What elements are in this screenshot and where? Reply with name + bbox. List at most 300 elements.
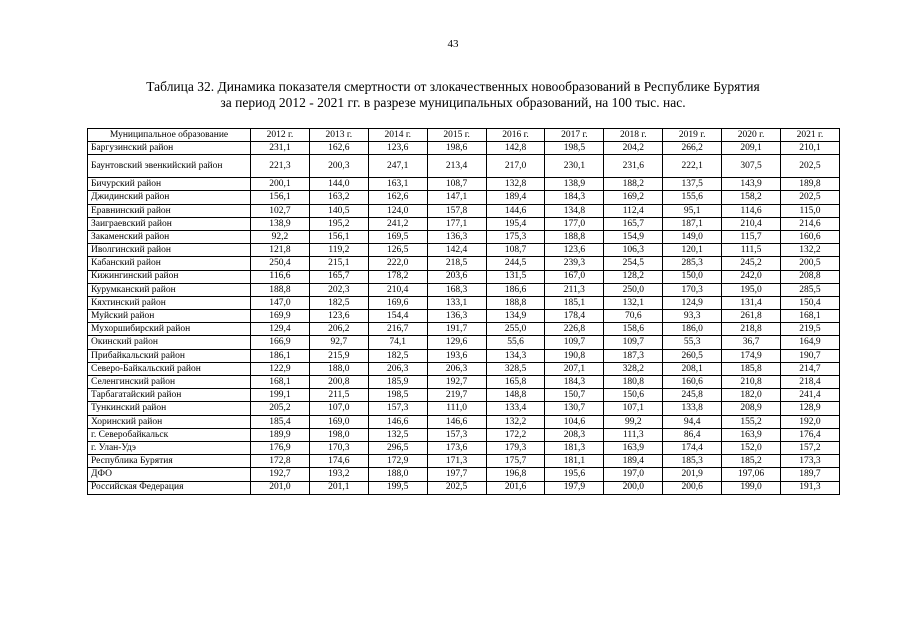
value-cell: 205,2 xyxy=(251,402,310,415)
value-cell: 70,6 xyxy=(604,310,663,323)
table-row xyxy=(88,270,840,283)
value-cell: 160,6 xyxy=(781,230,840,243)
value-cell: 226,8 xyxy=(545,323,604,336)
table-row xyxy=(88,155,840,178)
value-cell: 200,5 xyxy=(781,257,840,270)
municipality-name-cell: Муйский район xyxy=(88,310,251,323)
table-row xyxy=(88,283,840,296)
value-cell: 189,7 xyxy=(781,468,840,481)
value-cell: 150,0 xyxy=(663,270,722,283)
value-cell: 138,9 xyxy=(251,217,310,230)
value-cell: 170,3 xyxy=(663,283,722,296)
value-cell: 185,4 xyxy=(251,415,310,428)
value-cell: 213,4 xyxy=(427,155,486,178)
value-cell: 102,7 xyxy=(251,204,310,217)
value-cell: 307,5 xyxy=(722,155,781,178)
value-cell: 200,0 xyxy=(604,481,663,494)
table-row xyxy=(88,323,840,336)
value-cell: 181,3 xyxy=(545,441,604,454)
value-cell: 155,2 xyxy=(722,415,781,428)
value-cell: 128,9 xyxy=(781,402,840,415)
value-cell: 200,6 xyxy=(663,481,722,494)
value-cell: 185,2 xyxy=(722,455,781,468)
value-cell: 190,7 xyxy=(781,349,840,362)
value-cell: 188,0 xyxy=(309,362,368,375)
value-cell: 231,1 xyxy=(251,142,310,155)
value-cell: 296,5 xyxy=(368,441,427,454)
table-row xyxy=(88,257,840,270)
value-cell: 215,1 xyxy=(309,257,368,270)
value-cell: 174,9 xyxy=(722,349,781,362)
value-cell: 114,6 xyxy=(722,204,781,217)
value-cell: 92,7 xyxy=(309,336,368,349)
value-cell: 189,4 xyxy=(604,455,663,468)
value-cell: 149,0 xyxy=(663,230,722,243)
value-cell: 111,5 xyxy=(722,244,781,257)
column-header-year: 2021 г. xyxy=(781,129,840,142)
value-cell: 185,9 xyxy=(368,376,427,389)
value-cell: 107,0 xyxy=(309,402,368,415)
value-cell: 156,1 xyxy=(309,230,368,243)
value-cell: 144,6 xyxy=(486,204,545,217)
municipality-name-cell: Закаменский район xyxy=(88,230,251,243)
value-cell: 123,6 xyxy=(368,142,427,155)
municipality-name-cell: Республика Бурятия xyxy=(88,455,251,468)
municipality-name-cell: Баунтовский эвенкийский район xyxy=(88,155,251,178)
value-cell: 193,2 xyxy=(309,468,368,481)
municipality-name-cell: Прибайкальский район xyxy=(88,349,251,362)
value-cell: 176,9 xyxy=(251,441,310,454)
value-cell: 214,7 xyxy=(781,362,840,375)
value-cell: 169,0 xyxy=(309,415,368,428)
value-cell: 209,1 xyxy=(722,142,781,155)
value-cell: 199,0 xyxy=(722,481,781,494)
value-cell: 201,0 xyxy=(251,481,310,494)
value-cell: 36,7 xyxy=(722,336,781,349)
value-cell: 206,3 xyxy=(427,362,486,375)
value-cell: 163,2 xyxy=(309,191,368,204)
value-cell: 138,9 xyxy=(545,178,604,191)
value-cell: 119,2 xyxy=(309,244,368,257)
value-cell: 218,5 xyxy=(427,257,486,270)
column-header-municipality: Муниципальное образование xyxy=(88,129,251,142)
value-cell: 197,06 xyxy=(722,468,781,481)
value-cell: 124,9 xyxy=(663,296,722,309)
table-row xyxy=(88,230,840,243)
value-cell: 132,2 xyxy=(781,244,840,257)
value-cell: 146,6 xyxy=(427,415,486,428)
value-cell: 187,1 xyxy=(663,217,722,230)
table-row xyxy=(88,441,840,454)
value-cell: 162,6 xyxy=(368,191,427,204)
value-cell: 185,1 xyxy=(545,296,604,309)
value-cell: 137,5 xyxy=(663,178,722,191)
value-cell: 175,3 xyxy=(486,230,545,243)
value-cell: 247,1 xyxy=(368,155,427,178)
value-cell: 133,1 xyxy=(427,296,486,309)
value-cell: 157,8 xyxy=(427,204,486,217)
value-cell: 207,1 xyxy=(545,362,604,375)
table-row xyxy=(88,336,840,349)
value-cell: 156,1 xyxy=(251,191,310,204)
value-cell: 134,8 xyxy=(545,204,604,217)
value-cell: 126,5 xyxy=(368,244,427,257)
value-cell: 217,0 xyxy=(486,155,545,178)
value-cell: 188,2 xyxy=(604,178,663,191)
value-cell: 200,1 xyxy=(251,178,310,191)
value-cell: 94,4 xyxy=(663,415,722,428)
value-cell: 166,9 xyxy=(251,336,310,349)
value-cell: 154,9 xyxy=(604,230,663,243)
municipality-name-cell: Окинский район xyxy=(88,336,251,349)
municipality-name-cell: ДФО xyxy=(88,468,251,481)
value-cell: 199,5 xyxy=(368,481,427,494)
column-header-year: 2018 г. xyxy=(604,129,663,142)
value-cell: 208,8 xyxy=(781,270,840,283)
value-cell: 165,8 xyxy=(486,376,545,389)
table-row xyxy=(88,468,840,481)
value-cell: 147,0 xyxy=(251,296,310,309)
municipality-name-cell: Заиграевский район xyxy=(88,217,251,230)
value-cell: 187,3 xyxy=(604,349,663,362)
value-cell: 250,4 xyxy=(251,257,310,270)
municipality-name-cell: Баргузинский район xyxy=(88,142,251,155)
value-cell: 188,8 xyxy=(486,296,545,309)
value-cell: 140,5 xyxy=(309,204,368,217)
table-row xyxy=(88,191,840,204)
value-cell: 215,9 xyxy=(309,349,368,362)
value-cell: 255,0 xyxy=(486,323,545,336)
table-row xyxy=(88,402,840,415)
value-cell: 186,1 xyxy=(251,349,310,362)
value-cell: 169,5 xyxy=(368,230,427,243)
table-row xyxy=(88,415,840,428)
value-cell: 169,6 xyxy=(368,296,427,309)
value-cell: 74,1 xyxy=(368,336,427,349)
value-cell: 189,9 xyxy=(251,428,310,441)
value-cell: 163,9 xyxy=(604,441,663,454)
value-cell: 99,2 xyxy=(604,415,663,428)
value-cell: 177,0 xyxy=(545,217,604,230)
value-cell: 130,7 xyxy=(545,402,604,415)
value-cell: 136,3 xyxy=(427,310,486,323)
value-cell: 245,8 xyxy=(663,389,722,402)
table-row xyxy=(88,204,840,217)
value-cell: 195,0 xyxy=(722,283,781,296)
value-cell: 122,9 xyxy=(251,362,310,375)
value-cell: 120,1 xyxy=(663,244,722,257)
caption-line-2: за период 2012 - 2021 гг. в разрезе муниципальных образований, на 100 тыс. нас. xyxy=(220,95,686,110)
value-cell: 150,6 xyxy=(604,389,663,402)
value-cell: 219,5 xyxy=(781,323,840,336)
value-cell: 142,4 xyxy=(427,244,486,257)
value-cell: 106,3 xyxy=(604,244,663,257)
value-cell: 177,1 xyxy=(427,217,486,230)
value-cell: 182,5 xyxy=(368,349,427,362)
value-cell: 195,2 xyxy=(309,217,368,230)
value-cell: 157,3 xyxy=(368,402,427,415)
mortality-table xyxy=(87,128,840,495)
value-cell: 184,3 xyxy=(545,191,604,204)
municipality-name-cell: Кижингинский район xyxy=(88,270,251,283)
municipality-name-cell: Тункинский район xyxy=(88,402,251,415)
column-header-year: 2016 г. xyxy=(486,129,545,142)
value-cell: 202,5 xyxy=(427,481,486,494)
value-cell: 121,8 xyxy=(251,244,310,257)
value-cell: 195,6 xyxy=(545,468,604,481)
value-cell: 111,0 xyxy=(427,402,486,415)
value-cell: 188,8 xyxy=(251,283,310,296)
table-row xyxy=(88,296,840,309)
value-cell: 184,3 xyxy=(545,376,604,389)
value-cell: 95,1 xyxy=(663,204,722,217)
table-row xyxy=(88,362,840,375)
value-cell: 109,7 xyxy=(545,336,604,349)
caption-line-1: Таблица 32. Динамика показателя смертности от злокачественных новообразований в Республике Бурятия xyxy=(146,79,760,94)
value-cell: 241,2 xyxy=(368,217,427,230)
value-cell: 210,4 xyxy=(722,217,781,230)
value-cell: 112,4 xyxy=(604,204,663,217)
value-cell: 93,3 xyxy=(663,310,722,323)
value-cell: 158,2 xyxy=(722,191,781,204)
value-cell: 211,5 xyxy=(309,389,368,402)
municipality-name-cell: Кяхтинский район xyxy=(88,296,251,309)
value-cell: 129,6 xyxy=(427,336,486,349)
municipality-name-cell: Курумканский район xyxy=(88,283,251,296)
value-cell: 155,6 xyxy=(663,191,722,204)
municipality-name-cell: Северо-Байкальский район xyxy=(88,362,251,375)
value-cell: 208,3 xyxy=(545,428,604,441)
value-cell: 164,9 xyxy=(781,336,840,349)
value-cell: 131,4 xyxy=(722,296,781,309)
value-cell: 202,5 xyxy=(781,155,840,178)
value-cell: 210,4 xyxy=(368,283,427,296)
value-cell: 55,3 xyxy=(663,336,722,349)
column-header-year: 2014 г. xyxy=(368,129,427,142)
value-cell: 201,9 xyxy=(663,468,722,481)
value-cell: 222,1 xyxy=(663,155,722,178)
value-cell: 150,7 xyxy=(545,389,604,402)
value-cell: 162,6 xyxy=(309,142,368,155)
header-row xyxy=(88,129,840,142)
value-cell: 163,9 xyxy=(722,428,781,441)
value-cell: 115,0 xyxy=(781,204,840,217)
municipality-name-cell: г. Улан-Удэ xyxy=(88,441,251,454)
value-cell: 210,1 xyxy=(781,142,840,155)
value-cell: 115,7 xyxy=(722,230,781,243)
value-cell: 134,3 xyxy=(486,349,545,362)
value-cell: 189,4 xyxy=(486,191,545,204)
value-cell: 208,9 xyxy=(722,402,781,415)
table-row xyxy=(88,310,840,323)
municipality-name-cell: Хоринский район xyxy=(88,415,251,428)
value-cell: 195,4 xyxy=(486,217,545,230)
value-cell: 204,2 xyxy=(604,142,663,155)
value-cell: 200,3 xyxy=(309,155,368,178)
table-body xyxy=(88,142,840,495)
value-cell: 172,9 xyxy=(368,455,427,468)
value-cell: 160,6 xyxy=(663,376,722,389)
value-cell: 261,8 xyxy=(722,310,781,323)
table-row xyxy=(88,389,840,402)
value-cell: 221,3 xyxy=(251,155,310,178)
value-cell: 123,6 xyxy=(309,310,368,323)
value-cell: 192,7 xyxy=(251,468,310,481)
value-cell: 197,9 xyxy=(545,481,604,494)
value-cell: 157,2 xyxy=(781,441,840,454)
value-cell: 254,5 xyxy=(604,257,663,270)
table-row xyxy=(88,244,840,257)
column-header-year: 2013 г. xyxy=(309,129,368,142)
value-cell: 186,6 xyxy=(486,283,545,296)
value-cell: 182,5 xyxy=(309,296,368,309)
value-cell: 124,0 xyxy=(368,204,427,217)
value-cell: 198,5 xyxy=(545,142,604,155)
value-cell: 179,3 xyxy=(486,441,545,454)
value-cell: 116,6 xyxy=(251,270,310,283)
value-cell: 198,6 xyxy=(427,142,486,155)
value-cell: 148,8 xyxy=(486,389,545,402)
value-cell: 218,4 xyxy=(781,376,840,389)
value-cell: 218,8 xyxy=(722,323,781,336)
value-cell: 244,5 xyxy=(486,257,545,270)
table-row xyxy=(88,455,840,468)
municipality-name-cell: Иволгинский район xyxy=(88,244,251,257)
value-cell: 174,4 xyxy=(663,441,722,454)
value-cell: 182,0 xyxy=(722,389,781,402)
value-cell: 197,0 xyxy=(604,468,663,481)
value-cell: 181,1 xyxy=(545,455,604,468)
municipality-name-cell: Бичурский район xyxy=(88,178,251,191)
value-cell: 206,3 xyxy=(368,362,427,375)
value-cell: 172,8 xyxy=(251,455,310,468)
value-cell: 250,0 xyxy=(604,283,663,296)
value-cell: 190,8 xyxy=(545,349,604,362)
value-cell: 129,4 xyxy=(251,323,310,336)
value-cell: 328,5 xyxy=(486,362,545,375)
value-cell: 185,3 xyxy=(663,455,722,468)
value-cell: 201,6 xyxy=(486,481,545,494)
value-cell: 173,6 xyxy=(427,441,486,454)
value-cell: 108,7 xyxy=(486,244,545,257)
value-cell: 170,3 xyxy=(309,441,368,454)
value-cell: 174,6 xyxy=(309,455,368,468)
value-cell: 136,3 xyxy=(427,230,486,243)
municipality-name-cell: Джидинский район xyxy=(88,191,251,204)
value-cell: 108,7 xyxy=(427,178,486,191)
value-cell: 147,1 xyxy=(427,191,486,204)
value-cell: 222,0 xyxy=(368,257,427,270)
value-cell: 201,1 xyxy=(309,481,368,494)
table-row xyxy=(88,142,840,155)
value-cell: 132,8 xyxy=(486,178,545,191)
value-cell: 171,3 xyxy=(427,455,486,468)
value-cell: 208,1 xyxy=(663,362,722,375)
table-row xyxy=(88,376,840,389)
page-number: 43 xyxy=(447,38,459,50)
table-row xyxy=(88,428,840,441)
table-row xyxy=(88,217,840,230)
value-cell: 144,0 xyxy=(309,178,368,191)
value-cell: 169,9 xyxy=(251,310,310,323)
value-cell: 219,7 xyxy=(427,389,486,402)
table-header xyxy=(88,129,840,142)
value-cell: 192,7 xyxy=(427,376,486,389)
value-cell: 165,7 xyxy=(604,217,663,230)
value-cell: 104,6 xyxy=(545,415,604,428)
value-cell: 188,8 xyxy=(545,230,604,243)
value-cell: 132,1 xyxy=(604,296,663,309)
value-cell: 189,8 xyxy=(781,178,840,191)
value-cell: 193,6 xyxy=(427,349,486,362)
value-cell: 142,8 xyxy=(486,142,545,155)
municipality-name-cell: Кабанский район xyxy=(88,257,251,270)
value-cell: 231,6 xyxy=(604,155,663,178)
value-cell: 163,1 xyxy=(368,178,427,191)
value-cell: 192,0 xyxy=(781,415,840,428)
value-cell: 133,8 xyxy=(663,402,722,415)
value-cell: 168,3 xyxy=(427,283,486,296)
value-cell: 128,2 xyxy=(604,270,663,283)
value-cell: 178,4 xyxy=(545,310,604,323)
value-cell: 245,2 xyxy=(722,257,781,270)
value-cell: 143,9 xyxy=(722,178,781,191)
value-cell: 109,7 xyxy=(604,336,663,349)
column-header-year: 2020 г. xyxy=(722,129,781,142)
value-cell: 176,4 xyxy=(781,428,840,441)
value-cell: 178,2 xyxy=(368,270,427,283)
value-cell: 134,9 xyxy=(486,310,545,323)
value-cell: 206,2 xyxy=(309,323,368,336)
value-cell: 197,7 xyxy=(427,468,486,481)
value-cell: 198,0 xyxy=(309,428,368,441)
value-cell: 203,6 xyxy=(427,270,486,283)
value-cell: 188,0 xyxy=(368,468,427,481)
value-cell: 150,4 xyxy=(781,296,840,309)
value-cell: 328,2 xyxy=(604,362,663,375)
value-cell: 123,6 xyxy=(545,244,604,257)
value-cell: 111,3 xyxy=(604,428,663,441)
value-cell: 191,7 xyxy=(427,323,486,336)
value-cell: 175,7 xyxy=(486,455,545,468)
value-cell: 191,3 xyxy=(781,481,840,494)
value-cell: 133,4 xyxy=(486,402,545,415)
value-cell: 173,3 xyxy=(781,455,840,468)
municipality-name-cell: г. Северобайкальск xyxy=(88,428,251,441)
value-cell: 86,4 xyxy=(663,428,722,441)
value-cell: 260,5 xyxy=(663,349,722,362)
table-row xyxy=(88,349,840,362)
value-cell: 285,3 xyxy=(663,257,722,270)
municipality-name-cell: Селенгинский район xyxy=(88,376,251,389)
value-cell: 55,6 xyxy=(486,336,545,349)
value-cell: 131,5 xyxy=(486,270,545,283)
value-cell: 152,0 xyxy=(722,441,781,454)
table-caption xyxy=(0,79,906,111)
column-header-year: 2015 г. xyxy=(427,129,486,142)
value-cell: 167,0 xyxy=(545,270,604,283)
value-cell: 132,2 xyxy=(486,415,545,428)
value-cell: 168,1 xyxy=(251,376,310,389)
municipality-name-cell: Тарбагатайский район xyxy=(88,389,251,402)
value-cell: 146,6 xyxy=(368,415,427,428)
value-cell: 165,7 xyxy=(309,270,368,283)
value-cell: 202,3 xyxy=(309,283,368,296)
value-cell: 198,5 xyxy=(368,389,427,402)
value-cell: 172,2 xyxy=(486,428,545,441)
value-cell: 210,8 xyxy=(722,376,781,389)
value-cell: 180,8 xyxy=(604,376,663,389)
